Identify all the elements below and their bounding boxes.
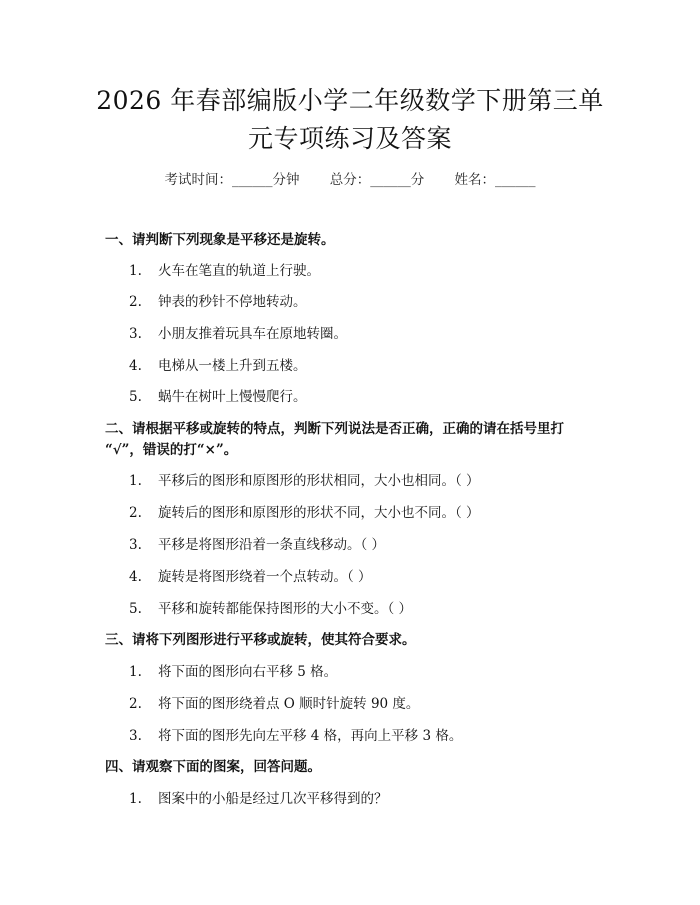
question-text: 小朋友推着玩具车在原地转圈。: [158, 326, 347, 342]
question-text: 将下面的图形向右平移 5 格。: [158, 664, 338, 680]
question-text: 旋转后的图形和原图形的形状不同，大小也不同。（ ）: [158, 505, 480, 521]
list-item: [129, 324, 347, 344]
question-text: 火车在笔直的轨道上行驶。: [158, 263, 320, 279]
total-score-field: 总分：______分: [329, 172, 425, 188]
question-number: 1.: [129, 664, 142, 680]
question-number: 3.: [129, 728, 142, 744]
question-text: 平移和旋转都能保持图形的大小不变。（ ）: [158, 601, 413, 617]
question-number: 5.: [129, 601, 142, 617]
question-text: 钟表的秒针不停地转动。: [158, 294, 307, 310]
question-number: 2.: [129, 696, 142, 712]
question-number: 5.: [129, 389, 142, 405]
question-text: 将下面的图形绕着点 O 顺时针旋转 90 度。: [158, 696, 420, 712]
section-4-title: 四、请观察下面的图案，回答问题。: [105, 759, 321, 775]
question-text: 平移是将图形沿着一条直线移动。（ ）: [158, 537, 386, 553]
list-item: [129, 662, 337, 682]
question-number: 1.: [129, 791, 142, 807]
list-item: [129, 535, 385, 555]
list-item: [129, 567, 372, 587]
section-1-title: 一、请判断下列现象是平移还是旋转。: [105, 232, 335, 248]
question-text: 将下面的图形先向左平移 4 格，再向上平移 3 格。: [158, 728, 463, 744]
list-item: [129, 599, 412, 619]
question-text: 电梯从一楼上升到五楼。: [158, 358, 307, 374]
question-text: 图案中的小船是经过几次平移得到的？: [158, 791, 388, 807]
list-item: [129, 261, 320, 281]
list-item: [129, 292, 307, 312]
list-item: [129, 503, 480, 523]
question-text: 蜗牛在树叶上慢慢爬行。: [158, 389, 307, 405]
section-2-title-line-2: “√”，错误的打“×”。: [105, 442, 238, 458]
name-field: 姓名：______: [454, 172, 536, 188]
question-number: 2.: [129, 505, 142, 521]
question-number: 1.: [129, 473, 142, 489]
list-item: [129, 694, 419, 714]
list-item: [129, 789, 388, 809]
page-title-line-2: 元专项练习及答案: [247, 124, 452, 153]
question-number: 4.: [129, 358, 142, 374]
section-2-title-line-1: 二、请根据平移或旋转的特点，判断下列说法是否正确，正确的请在括号里打: [105, 421, 564, 437]
question-number: 3.: [129, 537, 142, 553]
question-text: 旋转是将图形绕着一个点转动。（ ）: [158, 569, 372, 585]
list-item: [129, 356, 307, 376]
list-item: [129, 471, 480, 491]
question-text: 平移后的图形和原图形的形状相同，大小也相同。（ ）: [158, 473, 480, 489]
list-item: [129, 726, 462, 746]
question-number: 2.: [129, 294, 142, 310]
section-3-title: 三、请将下列图形进行平移或旋转，使其符合要求。: [105, 632, 416, 648]
list-item: [129, 387, 307, 407]
exam-meta: [0, 168, 700, 188]
question-number: 4.: [129, 569, 142, 585]
exam-time-field: 考试时间：______分钟: [164, 172, 300, 188]
page-title-line-1: 2026 年春部编版小学二年级数学下册第三单: [96, 86, 604, 115]
question-number: 1.: [129, 263, 142, 279]
question-number: 3.: [129, 326, 142, 342]
